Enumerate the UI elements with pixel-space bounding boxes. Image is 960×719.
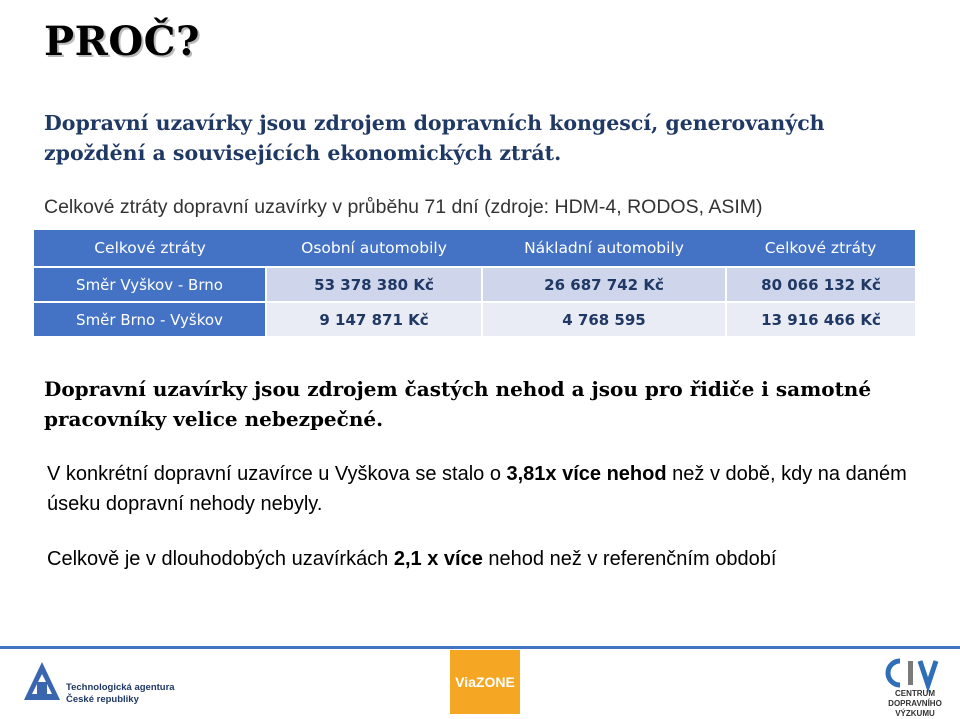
cdv-logo-text: CENTRUM DOPRAVNÍHO VÝZKUMU [888,689,942,718]
table-header-cell: Celkové ztráty [34,230,266,267]
viazone-logo: ViaZONE [450,650,520,714]
table-cell: 4 768 595 [482,302,726,337]
loss-table [34,230,915,338]
headline-accidents: Dopravní uzavírky jsou zdrojem častých nehod a jsou pro řidiče i samotné pracovníky velice nebezpečné. [44,377,872,431]
table-caption: Celkové ztráty dopravní uzavírky v průběhu 71 dní (zdroje: HDM-4, RODOS, ASIM) [44,196,763,218]
table-cell: 26 687 742 Kč [482,267,726,302]
tacr-logo-text: Technologická agentura České republiky [66,682,175,705]
footer-divider [0,646,960,649]
headline-congestion: Dopravní uzavírky jsou zdrojem dopravních kongescí, generovaných zpoždění a souvisejících ekonomických ztrát. [44,111,825,165]
table-cell: 13 916 466 Kč [726,302,915,337]
table-cell: 53 378 380 Kč [266,267,482,302]
paragraph-overall: Celkově je v dlouhodobých uzavírkách 2,1 x více nehod než v referenčním období [47,548,777,570]
row-label: Směr Brno - Vyškov [34,302,266,337]
table-row [34,302,915,337]
table-header-row [34,230,915,267]
table-header-cell: Osobní automobily [266,230,482,267]
table-header-cell: Celkové ztráty [726,230,915,267]
table-cell: 9 147 871 Kč [266,302,482,337]
table-cell: 80 066 132 Kč [726,267,915,302]
table-row [34,267,915,302]
slide-title: PROČ? [44,18,200,65]
table-header-cell: Nákladní automobily [482,230,726,267]
row-label: Směr Vyškov - Brno [34,267,266,302]
paragraph-vyskov: V konkrétní dopravní uzavírce u Vyškova se stalo o 3,81x více nehod než v době, kdy na daném úseku dopravní nehody nebyly. [47,463,907,515]
